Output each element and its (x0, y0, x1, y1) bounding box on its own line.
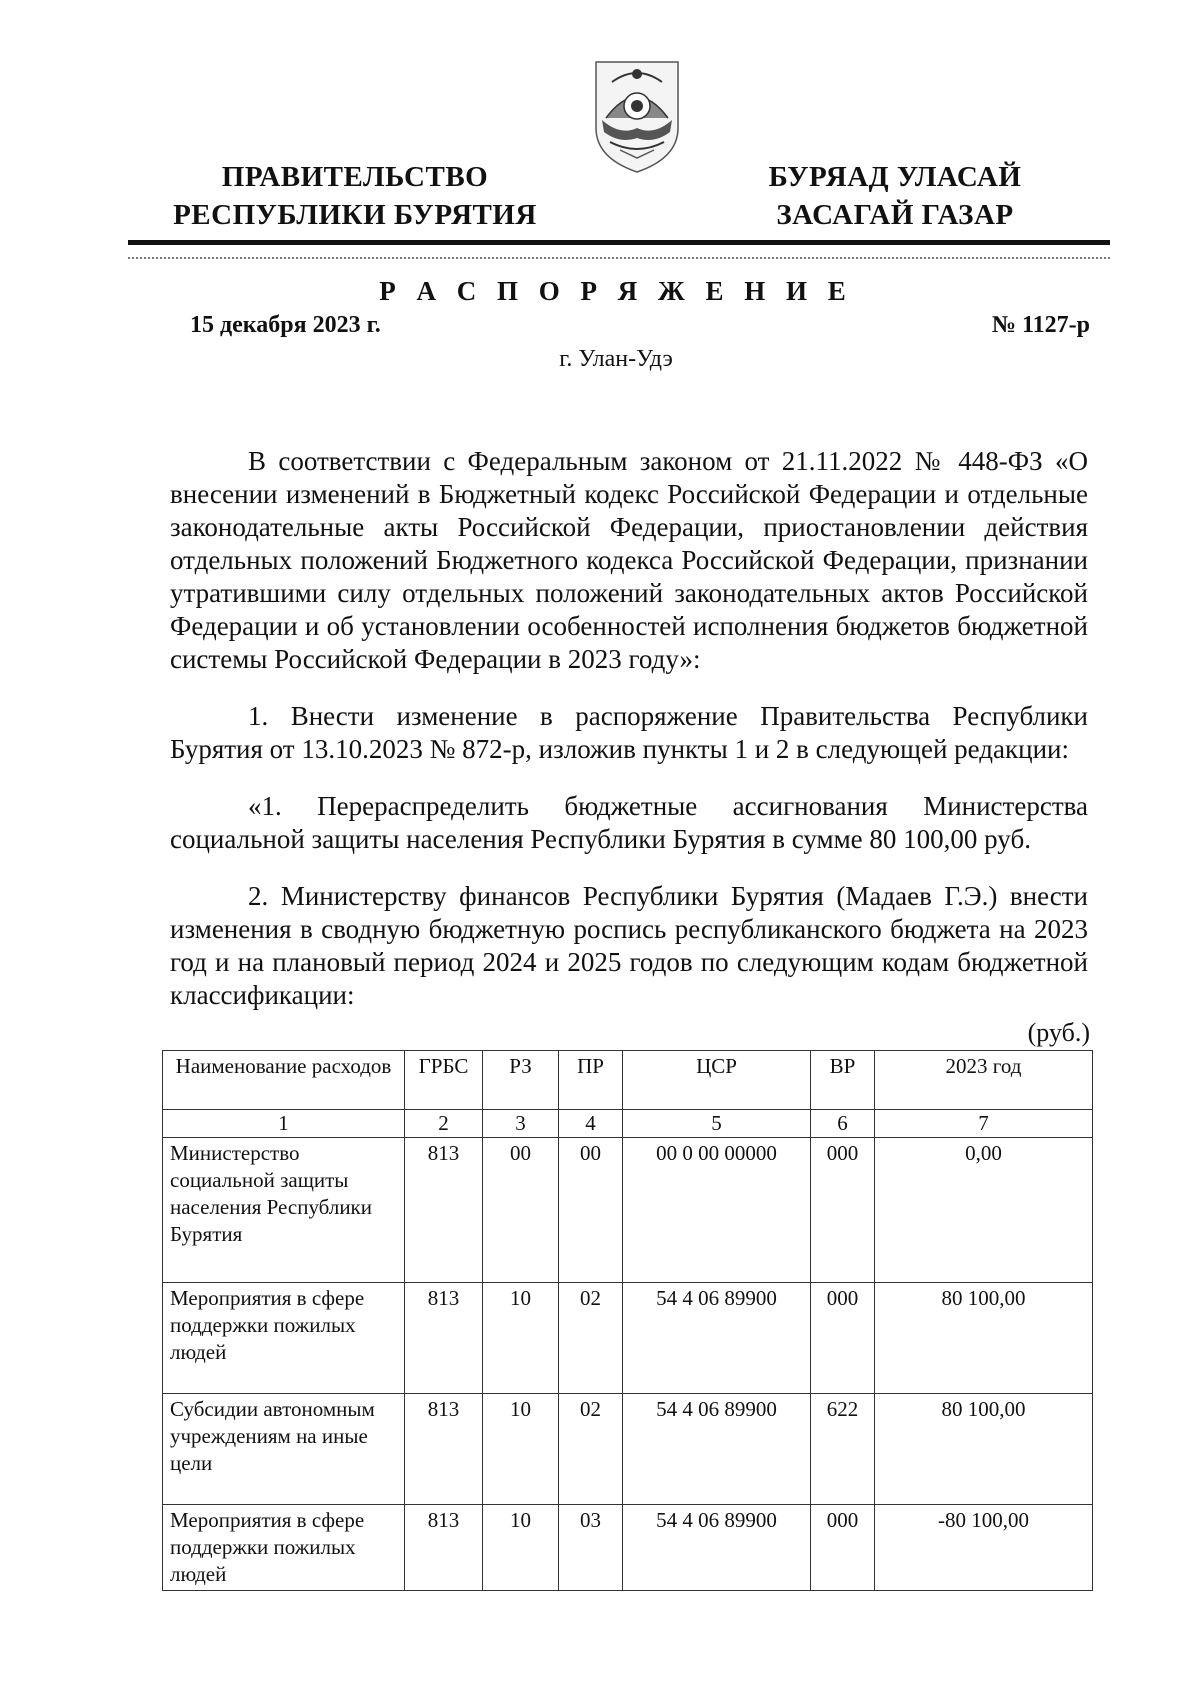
header-right-line2: ЗАСАГАЙ ГАЗАР (776, 199, 1014, 231)
table-cell-pr: 03 (559, 1505, 623, 1591)
header-left-line2: РЕСПУБЛИКИ БУРЯТИЯ (173, 199, 537, 231)
table-cell-amount: 80 100,00 (875, 1394, 1093, 1505)
table-row (163, 1505, 1093, 1591)
header-left-line1: ПРАВИТЕЛЬСТВО (221, 161, 489, 193)
table-cell-grbs: 813 (405, 1138, 483, 1283)
document-body (170, 445, 1088, 1036)
table-column-number: 2 (405, 1110, 483, 1138)
table-column-number: 3 (483, 1110, 559, 1138)
table-cell-grbs: 813 (405, 1283, 483, 1394)
table-cell-rz: 10 (483, 1505, 559, 1591)
paragraph-item-2: 2. Министерству финансов Республики Бурятия (Мадаев Г.Э.) внести изменения в сводную бюджетную роспись республиканского бюджета на 2023 год и на плановый период 2024 и 2025 годов по следующим кодам бюджетной классификации: (170, 881, 1088, 1010)
table-header-cell: Наименование расходов (163, 1051, 405, 1110)
table-cell-amount: 0,00 (875, 1138, 1093, 1283)
table-header-cell: РЗ (483, 1051, 559, 1110)
table-header-cell: ГРБС (405, 1051, 483, 1110)
budget-table (162, 1050, 1093, 1591)
table-cell-name: Мероприятия в сфере поддержки пожилых людей (163, 1505, 405, 1591)
header-divider-thick (128, 240, 1110, 245)
document-city: г. Улан-Удэ (559, 346, 673, 372)
table-column-number: 1 (163, 1110, 405, 1138)
table-column-numbers-row (163, 1110, 1093, 1138)
paragraph-item-1: 1. Внести изменение в распоряжение Правительства Республики Бурятия от 13.10.2023 № 872-р, изложив пункты 1 и 2 в следующей редакции: (170, 701, 1088, 764)
header-right-block (745, 158, 1045, 234)
table-cell-rz: 00 (483, 1138, 559, 1283)
table-cell-rz: 10 (483, 1394, 559, 1505)
header-right-line1: БУРЯАД УЛАСАЙ (768, 161, 1022, 193)
coat-of-arms-emblem (590, 58, 684, 176)
table-row (163, 1394, 1093, 1505)
table-unit-label: (руб.) (1027, 1018, 1090, 1047)
paragraph-preamble: В соответствии с Федеральным законом от 21.11.2022 № 448-ФЗ «О внесении изменений в Бюджетный кодекс Российской Федерации и отдельные законодательные акты Российской Федерации, приостановлении действия отдельных положений Бюджетного кодекса Российской Федерации, признании утратившими силу отдельных положений законодательных актов Российской Федерации и об установлении особенностей исполнения бюджетов бюджетной системы Российской Федерации в 2023 году»: (170, 446, 1088, 674)
document-type-title: Р А С П О Р Я Ж Е Н И Е (379, 276, 853, 306)
table-column-number: 7 (875, 1110, 1093, 1138)
table-cell-csr: 54 4 06 89900 (623, 1283, 811, 1394)
table-cell-vr: 622 (811, 1394, 875, 1505)
table-cell-amount: -80 100,00 (875, 1505, 1093, 1591)
table-header-row (163, 1051, 1093, 1110)
table-cell-vr: 000 (811, 1283, 875, 1394)
table-header-cell: 2023 год (875, 1051, 1093, 1110)
table-column-number: 4 (559, 1110, 623, 1138)
paragraph-redistribution: «1. Перераспределить бюджетные ассигнования Министерства социальной защиты населения Республики Бурятия в сумме 80 100,00 руб. (170, 791, 1088, 854)
table-cell-pr: 02 (559, 1394, 623, 1505)
table-cell-pr: 00 (559, 1138, 623, 1283)
header-left-block (160, 158, 550, 234)
table-header-cell: ЦСР (623, 1051, 811, 1110)
table-cell-pr: 02 (559, 1283, 623, 1394)
header-divider-dotted (128, 257, 1110, 259)
table-column-number: 5 (623, 1110, 811, 1138)
table-row (163, 1283, 1093, 1394)
table-cell-name: Мероприятия в сфере поддержки пожилых людей (163, 1283, 405, 1394)
table-cell-csr: 54 4 06 89900 (623, 1394, 811, 1505)
table-cell-name: Министерство социальной защиты населения Республики Бурятия (163, 1138, 405, 1283)
table-cell-vr: 000 (811, 1138, 875, 1283)
table-cell-grbs: 813 (405, 1394, 483, 1505)
table-cell-name: Субсидии автономным учреждениям на иные цели (163, 1394, 405, 1505)
table-header-cell: ПР (559, 1051, 623, 1110)
table-cell-vr: 000 (811, 1505, 875, 1591)
table-cell-csr: 00 0 00 00000 (623, 1138, 811, 1283)
table-header-cell: ВР (811, 1051, 875, 1110)
table-column-number: 6 (811, 1110, 875, 1138)
table-cell-rz: 10 (483, 1283, 559, 1394)
document-number: № 1127-р (991, 312, 1090, 338)
document-date: 15 декабря 2023 г. (190, 312, 381, 338)
table-row (163, 1138, 1093, 1283)
table-cell-grbs: 813 (405, 1505, 483, 1591)
table-cell-csr: 54 4 06 89900 (623, 1505, 811, 1591)
table-cell-amount: 80 100,00 (875, 1283, 1093, 1394)
